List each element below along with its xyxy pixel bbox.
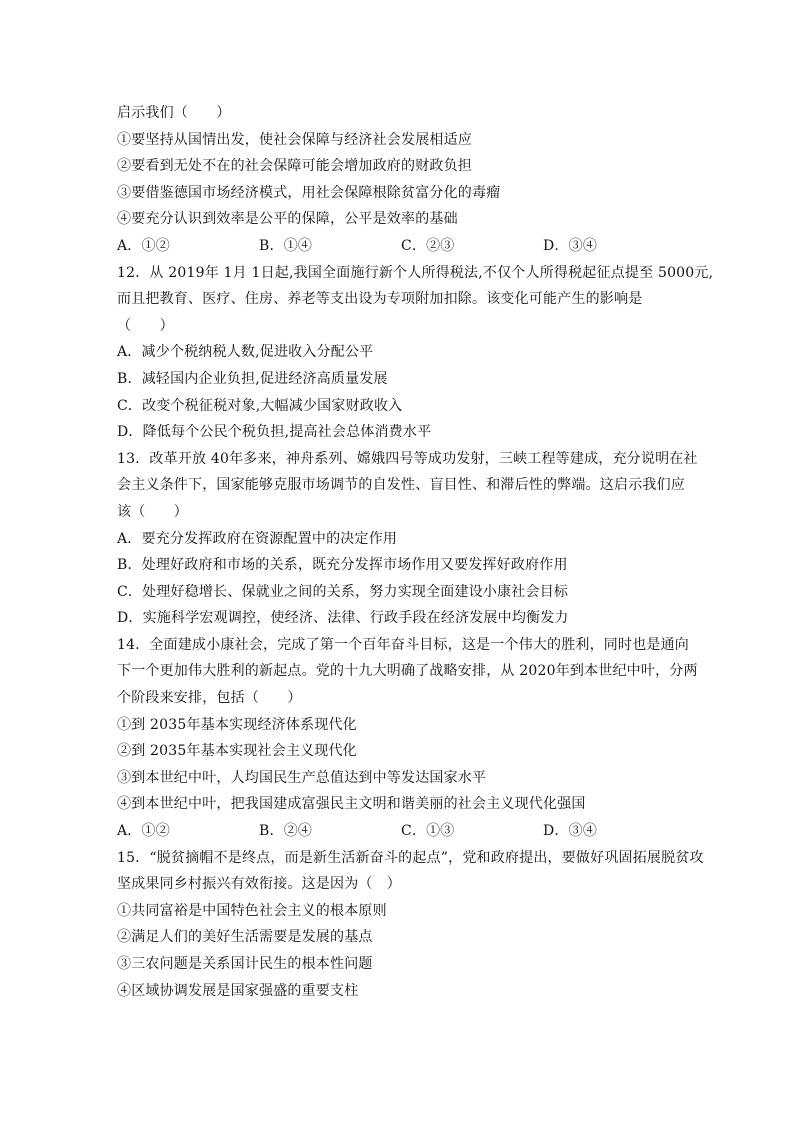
statement-item: ②到 2035年基本实现社会主义现代化 xyxy=(117,743,357,760)
question-stem-line: 12．从 2019年 1月 1日起,我国全面施行新个人所得税法,不仅个人所得税起征点提至 5000元, xyxy=(117,264,714,281)
option-c: C．②③ xyxy=(401,237,455,254)
option-d: D．实施科学宏观调控，使经济、法律、行政手段在经济发展中均衡发力 xyxy=(117,610,569,627)
question-stem-line: 会主义条件下，国家能够克服市场调节的自发性、盲目性、和滞后性的弊端。这启示我们应 xyxy=(117,477,685,494)
statement-item: ②满足人们的美好生活需要是发展的基点 xyxy=(117,929,373,946)
question-stem-line: 15．“脱贫摘帽不是终点，而是新生活新奋斗的起点”，党和政府提出，要做好巩固拓展脱贫攻 xyxy=(117,849,704,866)
question-stem-line: 而且把教育、医疗、住房、养老等支出设为专项附加扣除。该变化可能产生的影响是 xyxy=(117,291,643,308)
option-c: C．处理好稳增长、保就业之间的关系，努力实现全面建设小康社会目标 xyxy=(117,583,569,600)
answer-options-row xyxy=(117,233,687,260)
option-b: B．处理好政府和市场的关系，既充分发挥市场作用又要发挥好政府作用 xyxy=(117,557,568,574)
option-a: A．减少个税纳税人数,促进收入分配公平 xyxy=(117,344,374,361)
option-d: D．③④ xyxy=(543,823,598,840)
question-12 xyxy=(117,260,714,446)
question-14 xyxy=(117,632,698,845)
option-c: C．①③ xyxy=(401,823,455,840)
question-stem-line: （ ） xyxy=(117,317,174,334)
question-stem: 启示我们（ ） xyxy=(117,105,231,121)
statement-item: ④到本世纪中叶，把我国建成富强民主文明和谐美丽的社会主义现代化强国 xyxy=(117,796,586,813)
option-b: B．①④ xyxy=(259,237,313,254)
option-b: B．减轻国内企业负担,促进经济高质量发展 xyxy=(117,370,388,387)
statement-item: ④要充分认识到效率是公平的保障，公平是效率的基础 xyxy=(117,211,458,228)
statement-item: ②要看到无处不在的社会保障可能会增加政府的财政负担 xyxy=(117,158,472,175)
question-stem-line: 下一个更加伟大胜利的新起点。党的十九大明确了战略安排，从 2020年到本世纪中叶，分两 xyxy=(117,663,698,680)
page-content xyxy=(117,100,714,1004)
question-stem-line: 14．全面建成小康社会，完成了第一个百年奋斗目标，这是一个伟大的胜利，同时也是通向 xyxy=(117,636,690,653)
option-d: D．③④ xyxy=(543,237,598,254)
question-15 xyxy=(117,845,704,1005)
statement-item: ①要坚持从国情出发，使社会保障与经济社会发展相适应 xyxy=(117,131,472,148)
answer-options-row xyxy=(117,818,687,845)
option-b: B．②④ xyxy=(259,823,313,840)
statement-item: ④区域协调发展是国家强盛的重要支柱 xyxy=(117,982,359,999)
statement-item: ①到 2035年基本实现经济体系现代化 xyxy=(117,716,357,733)
question-11-tail xyxy=(117,100,687,260)
statement-item: ③三农问题是关系国计民生的根本性问题 xyxy=(117,956,373,972)
option-a: A．要充分发挥政府在资源配置中的决定作用 xyxy=(117,530,398,547)
question-stem-line: 该（ ） xyxy=(117,503,188,520)
statement-item: ①共同富裕是中国特色社会主义的根本原则 xyxy=(117,902,387,919)
statement-item: ③到本世纪中叶，人均国民生产总值达到中等发达国家水平 xyxy=(117,769,487,786)
option-c: C．改变个税征税对象,大幅减少国家财政收入 xyxy=(117,397,403,414)
question-13 xyxy=(117,446,698,632)
option-a: A．①② xyxy=(117,237,170,254)
statement-item: ③要借鉴德国市场经济模式，用社会保障根除贫富分化的毒瘤 xyxy=(117,184,501,201)
question-stem-line: 13．改革开放 40年多来，神舟系列、嫦娥四号等成功发射，三峡工程等建成，充分说明在社 xyxy=(117,450,698,467)
question-stem-line: 坚成果同乡村振兴有效衔接。这是因为（ ） xyxy=(117,876,401,893)
option-d: D．降低每个公民个税负担,提高社会总体消费水平 xyxy=(117,424,432,441)
option-a: A．①② xyxy=(117,823,170,840)
question-stem-line: 个阶段来安排，包括（ ） xyxy=(117,690,302,707)
